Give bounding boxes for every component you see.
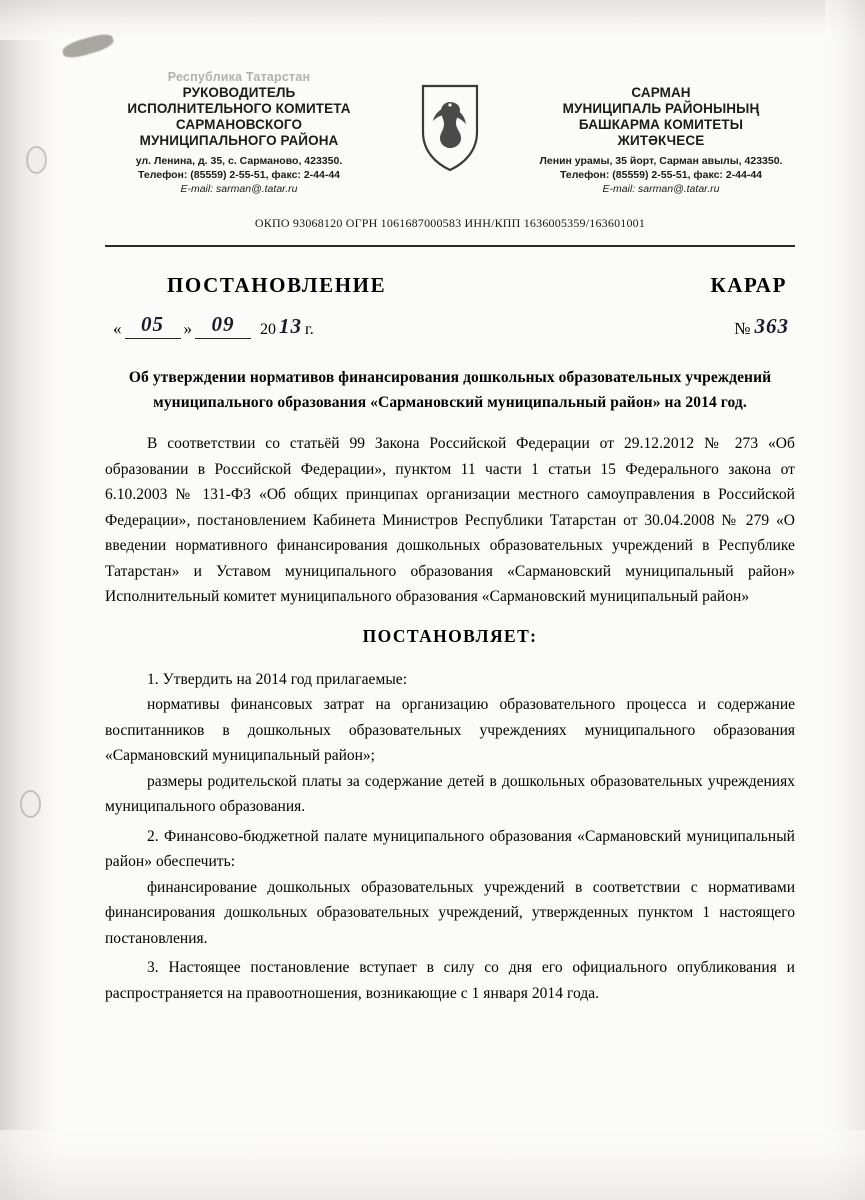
org-address-tt: Ленин урамы, 35 йорт, Сарман авылы, 423350. [539, 155, 783, 167]
scan-edge-shadow-right [825, 0, 865, 1200]
document-number-value: 363 [754, 314, 789, 338]
quote-open: « [113, 319, 122, 338]
punch-hole-icon [20, 790, 41, 818]
scan-edge-shadow-left [0, 0, 62, 1200]
scan-smudge-mark [61, 31, 115, 61]
date-year-label: г. [305, 321, 314, 338]
org-title-line-4: МУНИЦИПАЛЬНОГО РАЙОНА [139, 133, 339, 148]
letterhead-tatar-block [527, 70, 795, 196]
republic-line: Республика Татарстан [167, 70, 311, 84]
date-and-number-row [105, 312, 795, 339]
document-type-tt: КАРАР [710, 273, 787, 297]
number-symbol: № [734, 319, 751, 338]
org-phone: Телефон: (85559) 2-55-51, факс: 2-44-44 [137, 169, 341, 181]
coat-of-arms-bird-icon [410, 70, 490, 174]
scan-edge-shadow-top [0, 0, 865, 40]
punch-hole-icon [26, 146, 47, 174]
date-year-prefix: 20 [260, 321, 276, 338]
org-title-tt-line-1: САРМАН [631, 85, 691, 100]
document-date [105, 312, 314, 339]
document-preamble: В соответствии со статьёй 99 Закона Российской Федерации от 29.12.2012 № 273 «Об образовании в Российской Федерации», пунктом 11 части 1 статьи 15 Федерального закона от 6.10.2003 № 131-ФЗ «Об общих принципах организации местного самоуправления в Российской Федерации», постановлением Кабинета Министров Республики Татарстан от 30.04.2008 № 279 «О введении нормативного финансирования дошкольных образовательных учреждений в Республике Татарстан» и Уставом муниципального образования «Сармановский муниципальный район» Исполнительный комитет муниципального образования «Сармановский муниципальный район» [105, 435, 795, 605]
date-month-value: 09 [195, 312, 251, 339]
org-title-line-3: САРМАНОВСКОГО [175, 117, 303, 132]
list-item: размеры родительской платы за содержание детей в дошкольных образовательных учреждениях муниципального образования. [105, 772, 795, 815]
quote-close: » [183, 319, 192, 338]
list-item: 1. Утвердить на 2014 год прилагаемые: [147, 670, 408, 688]
document-subject: Об утверждении нормативов финансирования дошкольных образовательных учреждений муниципального образования «Сармановский муниципальный район» на 2014 год. [128, 369, 772, 411]
document-number [734, 314, 795, 339]
document-content [105, 70, 795, 1006]
letterhead [105, 70, 795, 196]
scan-edge-shadow-bottom [0, 1130, 865, 1200]
org-title-tt-line-4: ЖИТӘКЧЕСЕ [617, 133, 705, 148]
list-item: финансирование дошкольных образовательных учреждений в соответствии с нормативами финансирования дошкольных образовательных учреждений, утвержденных пунктом 1 настоящего постановления. [105, 878, 795, 947]
org-title-tt-line-2: МУНИЦИПАЛЬ РАЙОНЫНЫҢ [562, 101, 760, 116]
date-day-value: 05 [125, 312, 181, 339]
list-item: нормативы финансовых затрат на организацию образовательного процесса и содержание воспитанников в дошкольных образовательных учреждениях муниципального образования «Сармановский муниципальный район»; [105, 696, 795, 764]
org-title-tt-line-3: БАШКАРМА КОМИТЕТЫ [578, 117, 744, 132]
org-phone-tt: Телефон: (85559) 2-55-51, факс: 2-44-44 [559, 169, 763, 181]
org-email-tt: E-mail: sarman@.tatar.ru [602, 183, 720, 195]
date-year-suffix: 13 [279, 314, 302, 338]
letterhead-russian-block [105, 70, 373, 196]
org-address: ул. Ленина, д. 35, с. Сарманово, 423350. [135, 155, 343, 167]
list-item: 3. Настоящее постановление вступает в силу со дня его официального опубликования и распространяется на правоотношения, возникающие с 1 января 2014 года. [105, 959, 795, 1002]
org-email: E-mail: sarman@.tatar.ru [180, 183, 298, 195]
org-title-line-2: ИСПОЛНИТЕЛЬНОГО КОМИТЕТА [127, 101, 351, 116]
org-title-line-1: РУКОВОДИТЕЛЬ [182, 85, 296, 100]
document-type-ru: ПОСТАНОВЛЕНИЕ [167, 273, 387, 297]
header-divider [105, 245, 795, 247]
list-item: 2. Финансово-бюджетной палате муниципального образования «Сармановский муниципальный район» обеспечить: [105, 827, 795, 870]
registration-codes: ОКПО 93068120 ОГРН 1061687000583 ИНН/КПП 1636005359/163601001 [254, 216, 646, 230]
decree-keyword: ПОСТАНОВЛЯЕТ: [362, 625, 538, 646]
document-type-row [105, 273, 795, 298]
